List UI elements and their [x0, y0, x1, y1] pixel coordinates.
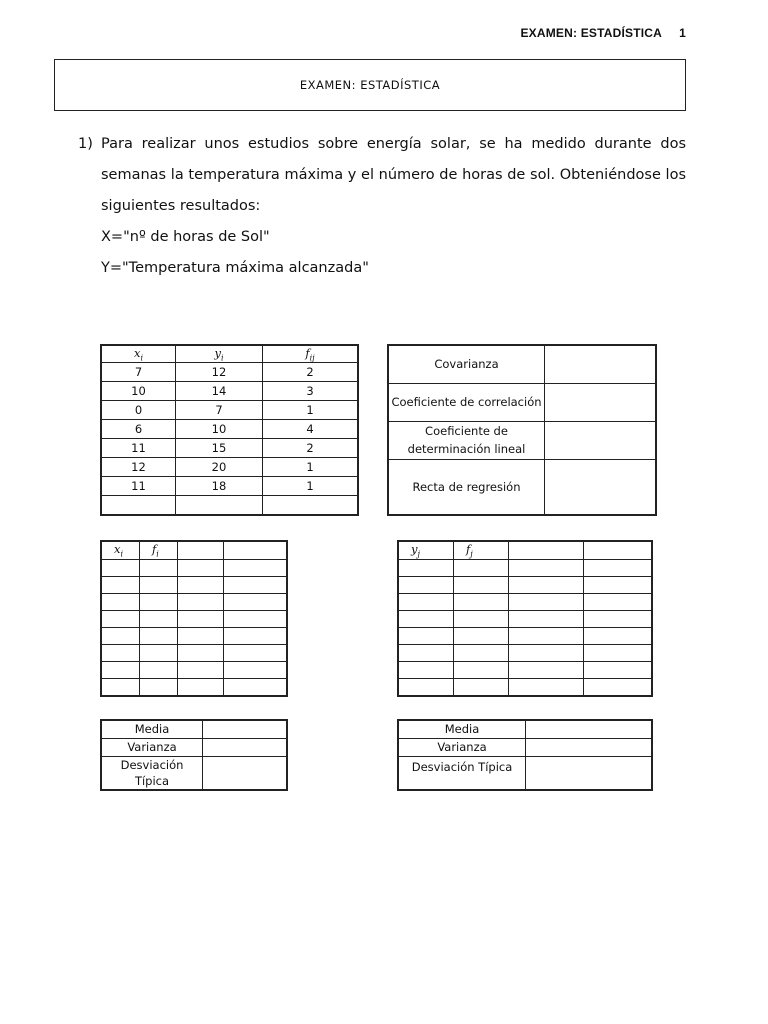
- cell[interactable]: [224, 628, 288, 645]
- table-row: [388, 459, 656, 515]
- cell[interactable]: [584, 679, 653, 697]
- cell[interactable]: [398, 577, 454, 594]
- cell[interactable]: [454, 645, 509, 662]
- header-fi: $f_i$: [140, 541, 178, 560]
- cell: 0: [101, 401, 176, 420]
- cell[interactable]: [509, 628, 584, 645]
- answer-cell[interactable]: [545, 421, 657, 459]
- cell: 10: [101, 382, 176, 401]
- cell: 1: [263, 401, 359, 420]
- table-row: [101, 594, 287, 611]
- cell[interactable]: [178, 628, 224, 645]
- cell[interactable]: [398, 662, 454, 679]
- cell[interactable]: [178, 662, 224, 679]
- summary-label: Media: [398, 720, 526, 738]
- cell[interactable]: [584, 560, 653, 577]
- cell[interactable]: [398, 645, 454, 662]
- question-text: Para realizar unos estudios sobre energía solar, se ha medido durante dos semanas la temperatura máxima y el número de horas de sol. Obteniéndose los siguientes resultados:: [101, 136, 686, 214]
- cell[interactable]: [178, 577, 224, 594]
- table-row: [101, 645, 287, 662]
- table-header-row: [101, 541, 287, 560]
- cell: 1: [263, 458, 359, 477]
- table-row: [398, 594, 652, 611]
- header-yj: $y_j$: [398, 541, 454, 560]
- summary-label: Media: [101, 720, 203, 738]
- header-fij: $f_{ij}$: [263, 345, 359, 363]
- answer-cell[interactable]: [203, 720, 288, 738]
- variable-x-definition: X="nº de horas de Sol": [101, 229, 270, 245]
- cell[interactable]: [454, 577, 509, 594]
- table-row: [101, 611, 287, 628]
- cell[interactable]: [509, 611, 584, 628]
- cell[interactable]: [398, 560, 454, 577]
- table-row: [101, 738, 287, 756]
- cell[interactable]: [101, 594, 140, 611]
- cell[interactable]: [224, 662, 288, 679]
- header-empty: [509, 541, 584, 560]
- table-row: [388, 421, 656, 459]
- cell: 2: [263, 439, 359, 458]
- cell[interactable]: [140, 645, 178, 662]
- cell[interactable]: [224, 611, 288, 628]
- answer-cell[interactable]: [203, 738, 288, 756]
- cell[interactable]: [101, 577, 140, 594]
- cell[interactable]: [509, 560, 584, 577]
- cell: 7: [101, 363, 176, 382]
- table-row: [398, 662, 652, 679]
- table-row: [101, 720, 287, 738]
- cell[interactable]: [224, 577, 288, 594]
- table-row: [101, 662, 287, 679]
- answer-cell[interactable]: [526, 756, 653, 790]
- cell[interactable]: [398, 679, 454, 697]
- header-empty: [178, 541, 224, 560]
- summary-label: Varianza: [398, 738, 526, 756]
- cell[interactable]: [584, 645, 653, 662]
- cell[interactable]: [101, 628, 140, 645]
- table-row: [101, 560, 287, 577]
- cell[interactable]: [101, 662, 140, 679]
- cell[interactable]: [509, 594, 584, 611]
- cell: 11: [101, 477, 176, 496]
- table-row: [101, 420, 358, 439]
- summary-label: Varianza: [101, 738, 203, 756]
- table-row: [101, 363, 358, 382]
- table-row: [398, 611, 652, 628]
- cell[interactable]: [224, 560, 288, 577]
- cell[interactable]: [140, 679, 178, 697]
- stats-label: Coeficiente de determinación lineal: [388, 421, 545, 459]
- cell[interactable]: [140, 628, 178, 645]
- cell[interactable]: [454, 594, 509, 611]
- data-table: [100, 344, 359, 516]
- cell[interactable]: [178, 560, 224, 577]
- variable-y-definition: Y="Temperatura máxima alcanzada": [101, 260, 369, 276]
- cell[interactable]: [140, 560, 178, 577]
- cell[interactable]: [101, 645, 140, 662]
- cell[interactable]: [454, 611, 509, 628]
- table-row: [398, 679, 652, 697]
- frequency-table-y: [397, 540, 653, 697]
- cell: 11: [101, 439, 176, 458]
- table-row: [388, 345, 656, 383]
- cell[interactable]: [101, 679, 140, 697]
- answer-cell[interactable]: [545, 383, 657, 421]
- header-yi: $y_i$: [176, 345, 263, 363]
- cell[interactable]: [140, 594, 178, 611]
- page-header: [520, 26, 686, 40]
- cell: 7: [176, 401, 263, 420]
- frequency-table-x: [100, 540, 288, 697]
- table-row: [101, 458, 358, 477]
- cell[interactable]: [398, 611, 454, 628]
- table-row: [101, 382, 358, 401]
- summary-label: Desviación Típica: [101, 756, 203, 790]
- answer-cell[interactable]: [545, 345, 657, 383]
- cell: 3: [263, 382, 359, 401]
- cell[interactable]: [101, 560, 140, 577]
- table-row: [398, 560, 652, 577]
- cell[interactable]: [584, 628, 653, 645]
- cell[interactable]: [178, 594, 224, 611]
- header-title: EXAMEN: ESTADÍSTICA: [520, 26, 662, 40]
- table-row: [101, 577, 287, 594]
- answer-cell[interactable]: [545, 459, 657, 515]
- table-row: [398, 577, 652, 594]
- cell[interactable]: [140, 577, 178, 594]
- table-row: [101, 628, 287, 645]
- cell: 4: [263, 420, 359, 439]
- header-empty: [224, 541, 288, 560]
- cell: 18: [176, 477, 263, 496]
- stats-label: Coeficiente de correlación: [388, 383, 545, 421]
- table-row-empty: [101, 496, 358, 516]
- summary-table-x: [100, 719, 288, 791]
- table-row: [398, 628, 652, 645]
- table-row: [101, 401, 358, 420]
- cell[interactable]: [584, 594, 653, 611]
- cell[interactable]: [454, 662, 509, 679]
- cell: 2: [263, 363, 359, 382]
- cell[interactable]: [509, 679, 584, 697]
- stats-table: [387, 344, 657, 516]
- cell: 20: [176, 458, 263, 477]
- header-empty: [584, 541, 653, 560]
- cell: 1: [263, 477, 359, 496]
- question-number: 1): [78, 136, 93, 152]
- table-row: [398, 645, 652, 662]
- title-box: [54, 59, 686, 111]
- cell[interactable]: [398, 594, 454, 611]
- question-1: [78, 129, 686, 284]
- header-fj: $f_j$: [454, 541, 509, 560]
- table-row: [101, 679, 287, 697]
- table-row: [398, 720, 652, 738]
- table-header-row: [398, 541, 652, 560]
- cell: 12: [101, 458, 176, 477]
- cell[interactable]: [584, 662, 653, 679]
- table-row: [388, 383, 656, 421]
- cell[interactable]: [509, 662, 584, 679]
- cell[interactable]: [584, 577, 653, 594]
- title-box-text: EXAMEN: ESTADÍSTICA: [299, 78, 441, 92]
- cell[interactable]: [398, 628, 454, 645]
- cell[interactable]: [454, 679, 509, 697]
- cell: [263, 496, 359, 516]
- cell: 6: [101, 420, 176, 439]
- answer-cell[interactable]: [526, 738, 653, 756]
- cell[interactable]: [454, 560, 509, 577]
- stats-label: Recta de regresión: [388, 459, 545, 515]
- cell[interactable]: [224, 679, 288, 697]
- cell: 12: [176, 363, 263, 382]
- cell[interactable]: [584, 611, 653, 628]
- table-row: [398, 756, 652, 790]
- answer-cell[interactable]: [526, 720, 653, 738]
- table-row: [101, 439, 358, 458]
- table-row: [398, 738, 652, 756]
- cell[interactable]: [178, 679, 224, 697]
- cell[interactable]: [509, 577, 584, 594]
- summary-table-y: [397, 719, 653, 791]
- cell[interactable]: [178, 611, 224, 628]
- cell[interactable]: [140, 662, 178, 679]
- cell: [101, 496, 176, 516]
- answer-cell[interactable]: [203, 756, 288, 790]
- table-row: [101, 756, 287, 790]
- cell[interactable]: [224, 645, 288, 662]
- cell: 15: [176, 439, 263, 458]
- stats-label: Covarianza: [388, 345, 545, 383]
- cell: 14: [176, 382, 263, 401]
- header-xi: $x_i$: [101, 541, 140, 560]
- header-xi: $x_i$: [101, 345, 176, 363]
- table-header-row: [101, 345, 358, 363]
- cell[interactable]: [178, 645, 224, 662]
- cell[interactable]: [101, 611, 140, 628]
- page-number: 1: [679, 26, 686, 40]
- summary-label: Desviación Típica: [398, 756, 526, 790]
- cell: [176, 496, 263, 516]
- cell[interactable]: [509, 645, 584, 662]
- cell: 10: [176, 420, 263, 439]
- table-row: [101, 477, 358, 496]
- cell[interactable]: [224, 594, 288, 611]
- cell[interactable]: [140, 611, 178, 628]
- cell[interactable]: [454, 628, 509, 645]
